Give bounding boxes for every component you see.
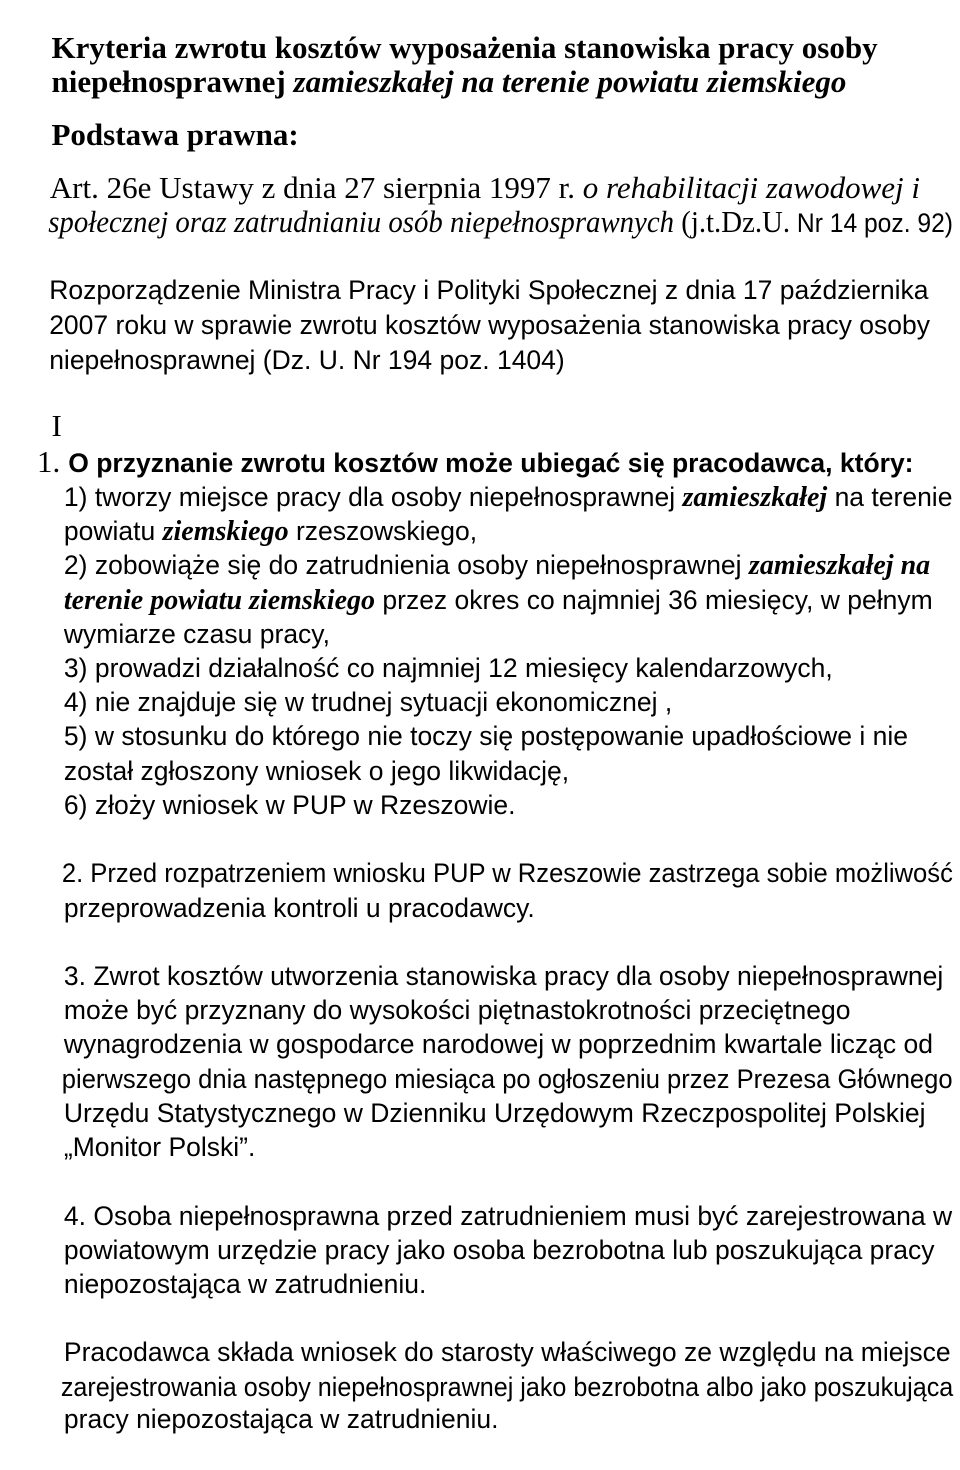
condition-line — [5, 583, 330, 649]
title-line-2-text: niepełnosprawnej — [51, 64, 294, 99]
condition-emphasis: zamieszkałej — [682, 482, 828, 513]
condition-line — [5, 549, 933, 616]
act-reference-line-1 — [5, 137, 920, 205]
point-1-number: 1. — [37, 444, 61, 479]
point-3-line-text: może być przyznany do wysokości piętnastokrotności przeciętnego — [63, 995, 851, 1025]
condition-text: 1) tworzy miejsce pracy dla osoby niepełnosprawnej — [63, 482, 683, 512]
regulation-line — [5, 274, 930, 340]
point-4-line — [5, 1199, 935, 1265]
condition-emphasis: zamieszkałej na — [748, 550, 931, 581]
point-3-line-text: „Monitor Polski”. — [63, 1132, 256, 1162]
point-4-line-text: niepozostająca w zatrudnieniu. — [63, 1269, 427, 1299]
closing-paragraph-line — [5, 1368, 499, 1434]
point-3-line — [5, 993, 933, 1059]
condition-text: 3) prowadzi działalność co najmniej 12 miesięcy kalendarzowych, — [63, 653, 833, 683]
point-4-line — [5, 1233, 427, 1299]
condition-text: 5) w stosunku do którego nie toczy się postępowanie upadłościowe i nie — [63, 721, 908, 751]
point-3-line — [5, 925, 944, 991]
regulation-line-text: 2007 roku w sprawie zwrotu kosztów wyposażenia stanowiska pracy osoby — [49, 310, 930, 340]
regulation-line — [5, 239, 929, 305]
point-4-line-text: 4. Osoba niepełnosprawna przed zatrudnieniem musi być zarejestrowana w — [63, 1201, 953, 1231]
condition-text: został zgłoszony wniosek o jego likwidację, — [63, 756, 570, 786]
point-4-line — [5, 1165, 953, 1231]
section-marker-text: I — [51, 408, 62, 443]
condition-line — [5, 617, 833, 683]
closing-paragraph-line-text: Pracodawca składa wniosek do starosty właściwego ze względu na miejsce — [63, 1337, 951, 1367]
regulation-line-text: niepełnosprawnej (Dz. U. Nr 194 poz. 1404) — [49, 345, 565, 375]
legal-basis-heading — [5, 84, 299, 152]
closing-paragraph-line-text: pracy niepozostająca w zatrudnieniu. — [63, 1404, 499, 1434]
act-journal-position: Nr 14 poz. 92) — [790, 208, 953, 238]
point-3-line — [5, 1096, 256, 1162]
closing-paragraph-line — [5, 1336, 954, 1402]
closing-paragraph-line-text: zarejestrowania osoby niepełnosprawnej jako bezrobotna albo jako poszukująca — [60, 1372, 954, 1402]
point-3-line-text: Urzędu Statystycznego w Dzienniku Urzędowym Rzeczpospolitej Polskiej — [63, 1098, 926, 1128]
title-line-1-text: Kryteria zwrotu kosztów wyposażenia stanowiska pracy osoby — [51, 30, 878, 65]
condition-text: 2) zobowiąże się do zatrudnienia osoby niepełnosprawnej — [63, 550, 749, 580]
point-2-line-text: 2. Przed rozpatrzeniem wniosku PUP w Rzeszowie zastrzega sobie możliwość — [61, 858, 953, 888]
condition-line — [5, 754, 516, 820]
title-line-2 — [5, 31, 847, 99]
condition-text: powiatu — [63, 516, 163, 546]
act-article-text: Art. 26e Ustawy z dnia 27 sierpnia 1997 r. — [49, 170, 583, 205]
act-title-italic: o rehabilitacji zawodowej i — [582, 170, 920, 205]
act-reference-line-2 — [5, 171, 953, 239]
condition-line — [5, 446, 953, 513]
point-2-line-text: przeprowadzenia kontroli u pracodawcy. — [63, 893, 535, 923]
regulation-line-text: Rozporządzenie Ministra Pracy i Polityki Społecznej z dnia 17 października — [49, 275, 929, 305]
condition-line — [5, 720, 570, 786]
point-3-line-text: pierwszego dnia następnego miesiąca po ogłoszeniu przez Prezesa Głównego — [61, 1064, 953, 1094]
condition-emphasis: terenie powiatu ziemskiego — [63, 585, 376, 616]
condition-line — [5, 685, 908, 751]
condition-text-after: na terenie — [827, 482, 953, 512]
point-2-line — [5, 857, 535, 923]
point-1-heading-line — [5, 411, 914, 479]
condition-line — [5, 480, 478, 547]
act-title-italic: społecznej oraz zatrudnianiu osób niepełnosprawnych — [48, 204, 675, 239]
point-3-line — [5, 959, 851, 1025]
regulation-line — [5, 309, 565, 375]
condition-text: 4) nie znajduje się w trudnej sytuacji ekonomicznej , — [63, 687, 673, 717]
point-3-line-text: wynagrodzenia w gospodarce narodowej w poprzednim kwartale licząc od — [63, 1029, 933, 1059]
act-journal-reference: (j.t.Dz.U. — [674, 204, 791, 239]
point-3-line — [5, 1062, 926, 1128]
condition-text: 6) złoży wniosek w PUP w Rzeszowie. — [63, 790, 516, 820]
closing-paragraph-line — [5, 1301, 951, 1367]
condition-text: wymiarze czasu pracy, — [63, 619, 330, 649]
legal-basis-heading-text: Podstawa prawna: — [51, 117, 299, 152]
section-marker — [5, 375, 62, 443]
point-1-heading: O przyznanie zwrotu kosztów może ubiegać się pracodawca, który: — [68, 448, 914, 478]
condition-line — [5, 514, 931, 581]
condition-emphasis: ziemskiego — [162, 516, 289, 547]
point-4-line-text: powiatowym urzędzie pracy jako osoba bezrobotna lub poszukująca pracy — [63, 1235, 935, 1265]
point-2-line — [5, 822, 953, 888]
title-emphasis: zamieszkałej na terenie powiatu ziemskiego — [293, 64, 847, 99]
condition-text-after: rzeszowskiego, — [288, 516, 478, 546]
condition-line — [5, 651, 673, 717]
point-3-line — [5, 1028, 953, 1094]
condition-text-after: przez okres co najmniej 36 miesięcy, w pełnym — [375, 585, 933, 615]
title-line-1 — [5, 0, 878, 65]
point-3-line-text: 3. Zwrot kosztów utworzenia stanowiska pracy dla osoby niepełnosprawnej — [63, 961, 944, 991]
